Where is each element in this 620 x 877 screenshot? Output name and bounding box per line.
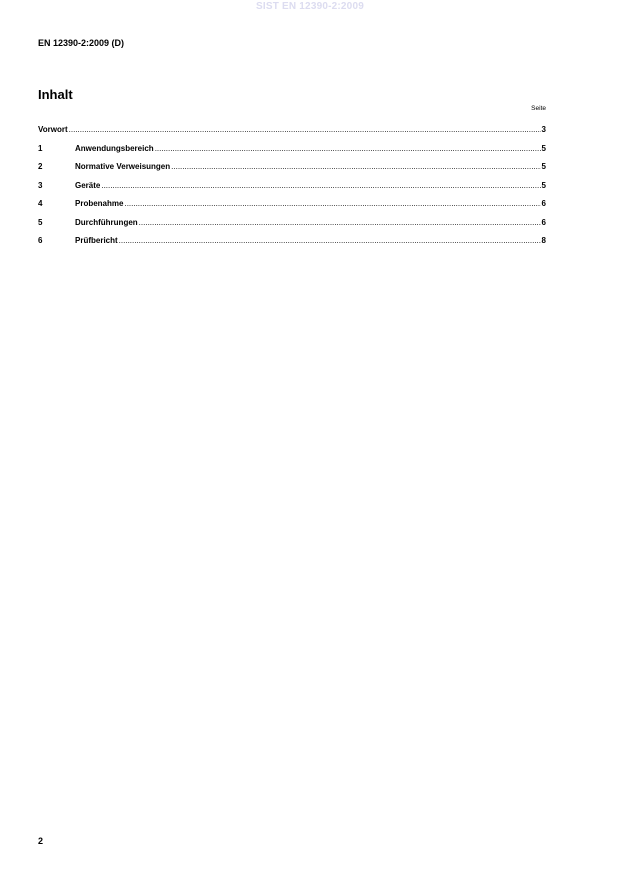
toc-leader-dots (171, 162, 540, 171)
toc-entry-label: Anwendungsbereich (75, 143, 154, 153)
table-of-contents (38, 125, 546, 255)
toc-leader-dots (139, 218, 541, 227)
toc-entry-page: 6 (541, 217, 546, 227)
toc-entry-probenahme[interactable] (38, 199, 546, 218)
page-column-label: Seite (531, 105, 546, 112)
toc-entry-label: Prüfbericht (75, 236, 118, 245)
toc-entry-label: Normative Verweisungen (75, 162, 171, 171)
toc-entry-vorwort[interactable] (38, 125, 546, 144)
toc-entry-normative-verweisungen[interactable] (38, 162, 546, 181)
toc-entry-label: Vorwort (38, 125, 68, 134)
toc-entry-page: 8 (541, 236, 546, 245)
toc-entry-geraete[interactable] (38, 181, 546, 200)
page-number: 2 (38, 836, 44, 846)
toc-entry-page: 5 (541, 143, 546, 153)
toc-entry-page: 3 (541, 125, 546, 134)
toc-leader-dots (155, 144, 541, 153)
toc-leader-dots (119, 236, 541, 245)
toc-entry-label: Geräte (75, 180, 101, 190)
toc-entry-page: 5 (541, 180, 546, 190)
toc-entry-number: 1 (38, 143, 43, 153)
toc-entry-label: Probenahme (75, 199, 124, 208)
toc-entry-page: 5 (541, 162, 546, 171)
toc-leader-dots (69, 125, 541, 134)
toc-entry-number: 2 (38, 162, 43, 171)
toc-entry-label: Durchführungen (75, 217, 138, 227)
watermark: SIST EN 12390-2:2009 (256, 1, 364, 12)
toc-entry-anwendungsbereich[interactable] (38, 144, 546, 163)
toc-entry-page: 6 (541, 199, 546, 208)
toc-leader-dots (101, 181, 540, 190)
toc-leader-dots (124, 199, 540, 208)
toc-entry-pruefbericht[interactable] (38, 236, 546, 255)
toc-entry-number: 5 (38, 217, 43, 227)
toc-entry-number: 4 (38, 199, 43, 208)
toc-entry-number: 3 (38, 180, 43, 190)
document-id-header: EN 12390-2:2009 (D) (38, 38, 125, 48)
toc-title: Inhalt (38, 87, 73, 102)
toc-entry-number: 6 (38, 236, 43, 245)
toc-entry-durchfuehrungen[interactable] (38, 218, 546, 237)
